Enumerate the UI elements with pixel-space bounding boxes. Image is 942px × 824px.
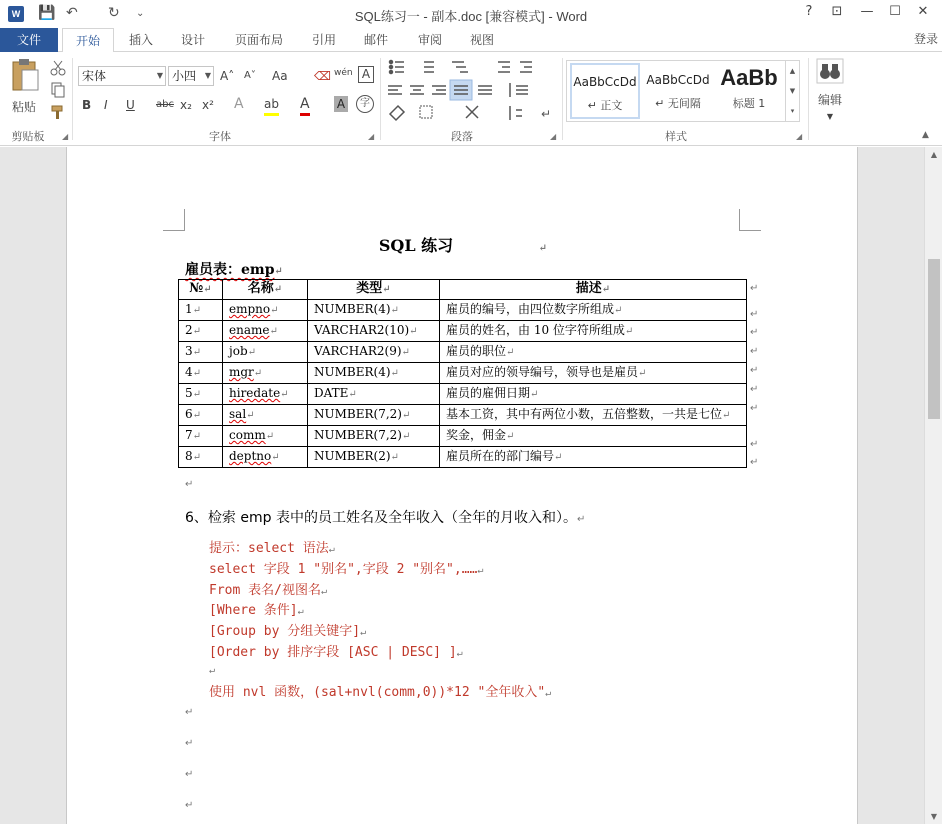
clipboard-icon <box>10 58 40 92</box>
tab-insert[interactable]: 插入 <box>128 33 153 47</box>
table-header-cell <box>179 280 223 300</box>
more-icon[interactable]: ▾ <box>790 107 795 115</box>
cell-text: NUMBER(2) <box>314 449 391 463</box>
font-color-button[interactable]: A <box>300 95 310 116</box>
cell-text: ename <box>229 323 270 337</box>
maximize-button[interactable]: ☐ <box>889 4 901 19</box>
table-cell <box>179 447 223 468</box>
paragraph-mark: ↵ <box>538 243 548 254</box>
cell-mark: ↵ <box>192 305 202 316</box>
hint-text: select 字段 1 "别名",字段 2 "别名",…… <box>209 562 478 577</box>
table-cell <box>308 342 440 363</box>
row-end-mark: ↵ <box>750 457 759 468</box>
cell-text: empno <box>229 302 271 316</box>
paragraph-mark: ↵ <box>185 479 194 490</box>
hint-text: 使用 nvl 函数，(sal+nvl(comm,0))*12 "全年收入" <box>209 685 546 700</box>
table-cell <box>223 384 308 405</box>
show-marks-icon <box>541 107 551 121</box>
multilevel-list-icon <box>452 62 468 72</box>
row-end-mark: ↵ <box>750 365 759 376</box>
window-title: SQL练习一 - 副本.doc [兼容模式] - Word <box>354 9 588 24</box>
table-row <box>179 300 747 321</box>
cell-mark: ↵ <box>247 347 257 358</box>
cell-mark: ↵ <box>601 284 611 295</box>
cell-text: 1 <box>185 302 193 316</box>
cell-text: 3 <box>185 344 193 358</box>
help-button[interactable]: ? <box>805 4 813 19</box>
cell-mark: ↵ <box>269 326 278 337</box>
cell-mark: ↵ <box>246 410 255 421</box>
table-cell <box>223 342 308 363</box>
hint-text: From 表名/视图名 <box>209 583 321 598</box>
paragraph-group-label: 段落 <box>451 130 473 143</box>
italic-button[interactable]: I <box>104 98 108 112</box>
hint-line <box>209 662 215 677</box>
cell-mark: ↵ <box>506 431 515 442</box>
style-name: ↵ 正文 <box>587 99 623 112</box>
numbering-icon <box>424 62 434 72</box>
cell-text: deptno <box>229 449 272 463</box>
cell-text: 基本工资，其中有两位小数，五倍整数，一共是七位 <box>446 407 723 421</box>
styles-scroll[interactable] <box>785 61 799 121</box>
svg-text:↵: ↵ <box>541 107 552 121</box>
chevron-down-icon: ▼ <box>156 71 163 80</box>
hint-line <box>209 579 327 598</box>
row-end-mark: ↵ <box>750 346 759 357</box>
change-case-button[interactable]: Aa <box>272 69 288 83</box>
table-header-row <box>179 280 747 300</box>
font-name-combo[interactable] <box>78 66 166 86</box>
emp-table <box>178 279 747 468</box>
paragraph-mark: ↵ <box>545 688 552 699</box>
header-text: 类型 <box>356 281 383 296</box>
customize-toolbar-icon[interactable]: ⌄ <box>136 8 145 19</box>
scroll-up-icon[interactable]: ▲ <box>930 150 938 159</box>
table-cell <box>223 405 308 426</box>
table-cell <box>308 426 440 447</box>
character-shading-button[interactable]: A <box>334 96 348 112</box>
cell-mark: ↵ <box>390 452 399 463</box>
bullets-icon <box>390 61 405 74</box>
paragraph-mark: ↵ <box>320 586 327 597</box>
cell-text: DATE <box>314 386 349 400</box>
align-left-icon <box>388 86 402 94</box>
header-text: № <box>189 281 204 296</box>
cell-text: 雇员的雇佣日期 <box>446 386 531 400</box>
hint-line <box>209 558 483 577</box>
table-cell <box>179 300 223 321</box>
cell-text: job <box>229 344 248 358</box>
styles-group-label: 样式 <box>665 130 687 143</box>
document-area <box>0 147 924 824</box>
text-effects-button[interactable]: A <box>234 96 244 112</box>
cell-mark: ↵ <box>382 284 391 295</box>
crop-mark <box>163 209 185 231</box>
table-cell <box>179 342 223 363</box>
font-group-label: 字体 <box>209 130 231 143</box>
cell-text: 2 <box>185 323 193 337</box>
paragraph-mark: ↵ <box>185 769 194 780</box>
cell-text: hiredate <box>229 386 281 400</box>
paragraph-mark: ↵ <box>185 800 194 811</box>
table-cell <box>440 384 747 405</box>
document-title-text: SQL 练习 <box>378 236 454 255</box>
font-size-value: 小四 <box>172 69 197 83</box>
table-cell <box>308 363 440 384</box>
tab-home[interactable]: 开始 <box>62 28 114 53</box>
cell-mark: ↵ <box>192 326 202 337</box>
table-header-cell <box>308 280 440 300</box>
cell-mark: ↵ <box>401 347 410 358</box>
style-no-spacing[interactable] <box>643 63 713 119</box>
hint-text: 提示：select 语法 <box>209 541 329 556</box>
chevron-down-icon: ▼ <box>204 71 211 80</box>
cell-mark: ↵ <box>192 410 202 421</box>
title-bar <box>0 0 942 28</box>
header-text: 描述 <box>575 281 602 296</box>
table-row <box>179 342 747 363</box>
enclose-characters-button[interactable]: 字 <box>356 95 374 113</box>
cell-text: 雇员的姓名，由 10 位字符所组成 <box>446 323 625 337</box>
font-size-combo[interactable] <box>168 66 214 86</box>
cell-text: 8 <box>185 449 193 463</box>
cell-mark: ↵ <box>192 452 202 463</box>
tab-file[interactable]: 文件 <box>0 28 58 52</box>
cell-mark: ↵ <box>506 347 515 358</box>
editing-label: 编辑 <box>817 93 842 107</box>
row-end-mark: ↵ <box>750 283 759 294</box>
cell-text: VARCHAR2(9) <box>314 344 402 358</box>
cell-mark: ↵ <box>253 368 263 379</box>
line-spacing-icon <box>510 83 528 97</box>
separator <box>72 58 73 140</box>
bold-button[interactable]: B <box>82 98 92 112</box>
cell-text: 雇员所在的部门编号 <box>446 449 555 463</box>
paragraph-mark: ↵ <box>209 665 216 676</box>
table-cell <box>223 321 308 342</box>
clear-format-button[interactable]: ⌫ <box>314 69 331 83</box>
paragraph-mark: ↵ <box>297 606 304 617</box>
table-row <box>179 321 747 342</box>
row-end-mark: ↵ <box>750 384 759 395</box>
table-header-cell <box>440 280 747 300</box>
style-sample: AaBb <box>720 65 778 90</box>
editing-button[interactable] <box>814 58 846 122</box>
increase-indent-icon <box>520 62 532 72</box>
row-end-mark: ↵ <box>750 309 759 320</box>
table-row <box>179 405 747 426</box>
paragraph-icons <box>386 58 562 128</box>
table-cell <box>440 342 747 363</box>
minimize-button[interactable]: — <box>860 4 874 19</box>
paragraph-mark: ↵ <box>477 565 484 576</box>
page[interactable] <box>66 147 858 824</box>
style-heading-1[interactable] <box>715 63 783 119</box>
table-row <box>179 363 747 384</box>
table-cell <box>440 426 747 447</box>
table-cell <box>308 300 440 321</box>
character-border-button[interactable]: A <box>358 66 374 83</box>
tab-page-layout[interactable]: 页面布局 <box>234 33 283 47</box>
scroll-thumb[interactable] <box>928 259 940 419</box>
table-caption-text: 雇员表：emp <box>185 262 275 278</box>
paragraph-mark: ↵ <box>185 738 194 749</box>
hint-line <box>209 620 366 639</box>
save-icon[interactable]: 💾 <box>38 5 56 21</box>
strikethrough-button[interactable]: abc <box>156 99 174 110</box>
style-sample: AaBbCcDd <box>573 75 637 89</box>
collapse-ribbon-icon[interactable]: ▲ <box>922 130 929 140</box>
row-end-mark: ↵ <box>750 439 759 450</box>
scroll-down-icon[interactable]: ▼ <box>930 812 938 821</box>
cell-mark: ↵ <box>348 389 357 400</box>
align-right-icon <box>432 86 446 94</box>
table-row <box>179 426 747 447</box>
separator <box>380 58 381 140</box>
cell-mark: ↵ <box>409 326 418 337</box>
phonetic-guide-button[interactable]: wén <box>334 68 353 78</box>
tab-design[interactable]: 设计 <box>180 33 205 47</box>
chinese-layout-icon <box>466 106 478 118</box>
cell-mark: ↵ <box>270 305 279 316</box>
shading-icon <box>390 106 404 120</box>
table-cell <box>179 363 223 384</box>
cell-text: 奖金，佣金 <box>446 428 507 442</box>
chevron-down-icon: ▼ <box>826 112 834 121</box>
paste-button[interactable] <box>8 58 42 120</box>
table-row <box>179 447 747 468</box>
borders-icon <box>420 106 432 118</box>
font-name-value: 宋体 <box>82 69 107 83</box>
styles-launcher-icon[interactable]: ◢ <box>796 132 803 141</box>
superscript-button[interactable]: x² <box>202 98 214 112</box>
question-text <box>185 507 585 527</box>
table-cell <box>440 363 747 384</box>
tab-view[interactable]: 视图 <box>469 33 494 47</box>
hint-line <box>209 599 304 618</box>
paragraph-mark: ↵ <box>360 627 367 638</box>
cell-mark: ↵ <box>273 284 283 295</box>
grow-font-button[interactable]: A˄ <box>220 69 235 83</box>
cell-text: NUMBER(4) <box>314 302 391 316</box>
login-link[interactable]: 登录 <box>913 32 938 46</box>
table-cell <box>179 405 223 426</box>
chevron-down-icon[interactable]: ▼ <box>789 87 796 95</box>
row-end-mark: ↵ <box>750 327 759 338</box>
cell-mark: ↵ <box>390 305 399 316</box>
cell-mark: ↵ <box>554 452 563 463</box>
cell-mark: ↵ <box>614 305 623 316</box>
style-sample: AaBbCcDd <box>646 73 710 87</box>
table-header-cell <box>223 280 308 300</box>
table-cell <box>440 447 747 468</box>
tab-references[interactable]: 引用 <box>311 33 336 47</box>
table-cell <box>308 405 440 426</box>
separator <box>808 58 809 140</box>
cell-mark: ↵ <box>192 368 202 379</box>
cell-text: NUMBER(7,2) <box>314 428 402 442</box>
vertical-scrollbar[interactable] <box>924 147 942 824</box>
cell-text: VARCHAR2(10) <box>314 323 410 337</box>
cell-text: 4 <box>185 365 193 379</box>
cell-mark: ↵ <box>530 389 539 400</box>
cell-text: mgr <box>229 365 254 379</box>
style-normal[interactable] <box>570 63 640 119</box>
cell-text: 7 <box>185 428 193 442</box>
paragraph-mark: ↵ <box>576 514 586 525</box>
cell-mark: ↵ <box>390 368 399 379</box>
cell-text: NUMBER(7,2) <box>314 407 402 421</box>
cell-mark: ↵ <box>638 368 647 379</box>
undo-icon[interactable]: ↶ <box>66 5 78 21</box>
cell-text: 雇员对应的领导编号，领导也是雇员 <box>446 365 639 379</box>
binoculars-icon <box>816 58 844 84</box>
hint-line <box>209 681 551 700</box>
clipboard-launcher-icon[interactable]: ◢ <box>62 132 69 141</box>
paragraph-mark: ↵ <box>185 707 194 718</box>
distributed-icon <box>478 86 492 94</box>
cell-mark: ↵ <box>722 410 731 421</box>
cell-text: 雇员的编号，由四位数字所组成 <box>446 302 615 316</box>
word-app-icon[interactable]: W <box>8 6 24 22</box>
cell-text: 雇员的职位 <box>446 344 507 358</box>
table-cell <box>440 300 747 321</box>
highlight-button[interactable]: ab <box>264 95 279 116</box>
cell-text: 5 <box>185 386 193 400</box>
table-cell <box>179 426 223 447</box>
chevron-up-icon[interactable]: ▲ <box>789 67 796 75</box>
cell-mark: ↵ <box>192 389 202 400</box>
cell-mark: ↵ <box>624 326 634 337</box>
paragraph-launcher-icon[interactable]: ◢ <box>550 132 557 141</box>
shrink-font-button[interactable]: A˅ <box>244 70 256 81</box>
paste-label: 粘贴 <box>12 100 37 114</box>
decrease-indent-icon <box>498 62 510 72</box>
copy-icon[interactable] <box>50 82 66 98</box>
sort-icon <box>510 106 522 120</box>
style-name: ↵ 无间隔 <box>655 97 701 110</box>
table-cell <box>440 321 747 342</box>
table-caption <box>185 259 283 279</box>
align-center-icon <box>410 86 424 94</box>
paragraph-mark: ↵ <box>456 648 463 659</box>
hint-line <box>209 537 335 556</box>
clipboard-group-label: 剪贴板 <box>11 130 45 143</box>
question-content: 6、检索 emp 表中的员工姓名及全年收入（全年的月收入和）。 <box>185 510 577 526</box>
hint-text: [Group by 分组关键字] <box>209 624 361 639</box>
cell-mark: ↵ <box>192 347 202 358</box>
format-painter-icon[interactable] <box>50 104 66 120</box>
header-text: 名称 <box>247 281 274 296</box>
cell-mark: ↵ <box>401 410 411 421</box>
cell-text: sal <box>229 407 247 421</box>
crop-mark <box>739 209 761 231</box>
table-cell <box>308 447 440 468</box>
tab-review[interactable]: 审阅 <box>417 33 442 47</box>
hint-line <box>209 641 463 660</box>
tab-mailings[interactable]: 邮件 <box>363 33 388 47</box>
cell-text: 6 <box>185 407 193 421</box>
table-cell <box>223 363 308 384</box>
cell-text: NUMBER(4) <box>314 365 391 379</box>
subscript-button[interactable]: x₂ <box>180 98 192 112</box>
table-cell <box>440 405 747 426</box>
ribbon <box>0 52 942 146</box>
table-cell <box>223 447 308 468</box>
styles-gallery <box>566 60 800 122</box>
cell-mark: ↵ <box>401 431 411 442</box>
table-cell <box>179 384 223 405</box>
cut-icon[interactable] <box>50 60 66 76</box>
cell-mark: ↵ <box>271 452 280 463</box>
font-launcher-icon[interactable]: ◢ <box>368 132 375 141</box>
table-row <box>179 384 747 405</box>
row-end-mark: ↵ <box>750 403 759 414</box>
redo-icon[interactable]: ↻ <box>108 5 120 21</box>
document-title <box>67 233 859 256</box>
ribbon-display-button[interactable]: ⊡ <box>831 4 843 19</box>
separator <box>562 58 563 140</box>
cell-mark: ↵ <box>203 284 212 295</box>
table-cell <box>308 321 440 342</box>
cell-text: comm <box>229 428 266 442</box>
cell-mark: ↵ <box>280 389 289 400</box>
hint-text: [Order by 排序字段 [ASC | DESC] ] <box>209 645 457 660</box>
table-cell <box>223 300 308 321</box>
underline-button[interactable]: U <box>126 98 135 112</box>
style-name: 标题 1 <box>732 97 766 110</box>
paragraph-mark: ↵ <box>274 266 283 277</box>
ribbon-tabs <box>0 28 942 52</box>
cell-mark: ↵ <box>265 431 275 442</box>
table-cell <box>179 321 223 342</box>
table-cell <box>308 384 440 405</box>
cell-mark: ↵ <box>192 431 202 442</box>
close-button[interactable]: ✕ <box>917 4 929 19</box>
paragraph-mark: ↵ <box>328 544 335 555</box>
table-cell <box>223 426 308 447</box>
hint-text: [Where 条件] <box>209 603 298 618</box>
